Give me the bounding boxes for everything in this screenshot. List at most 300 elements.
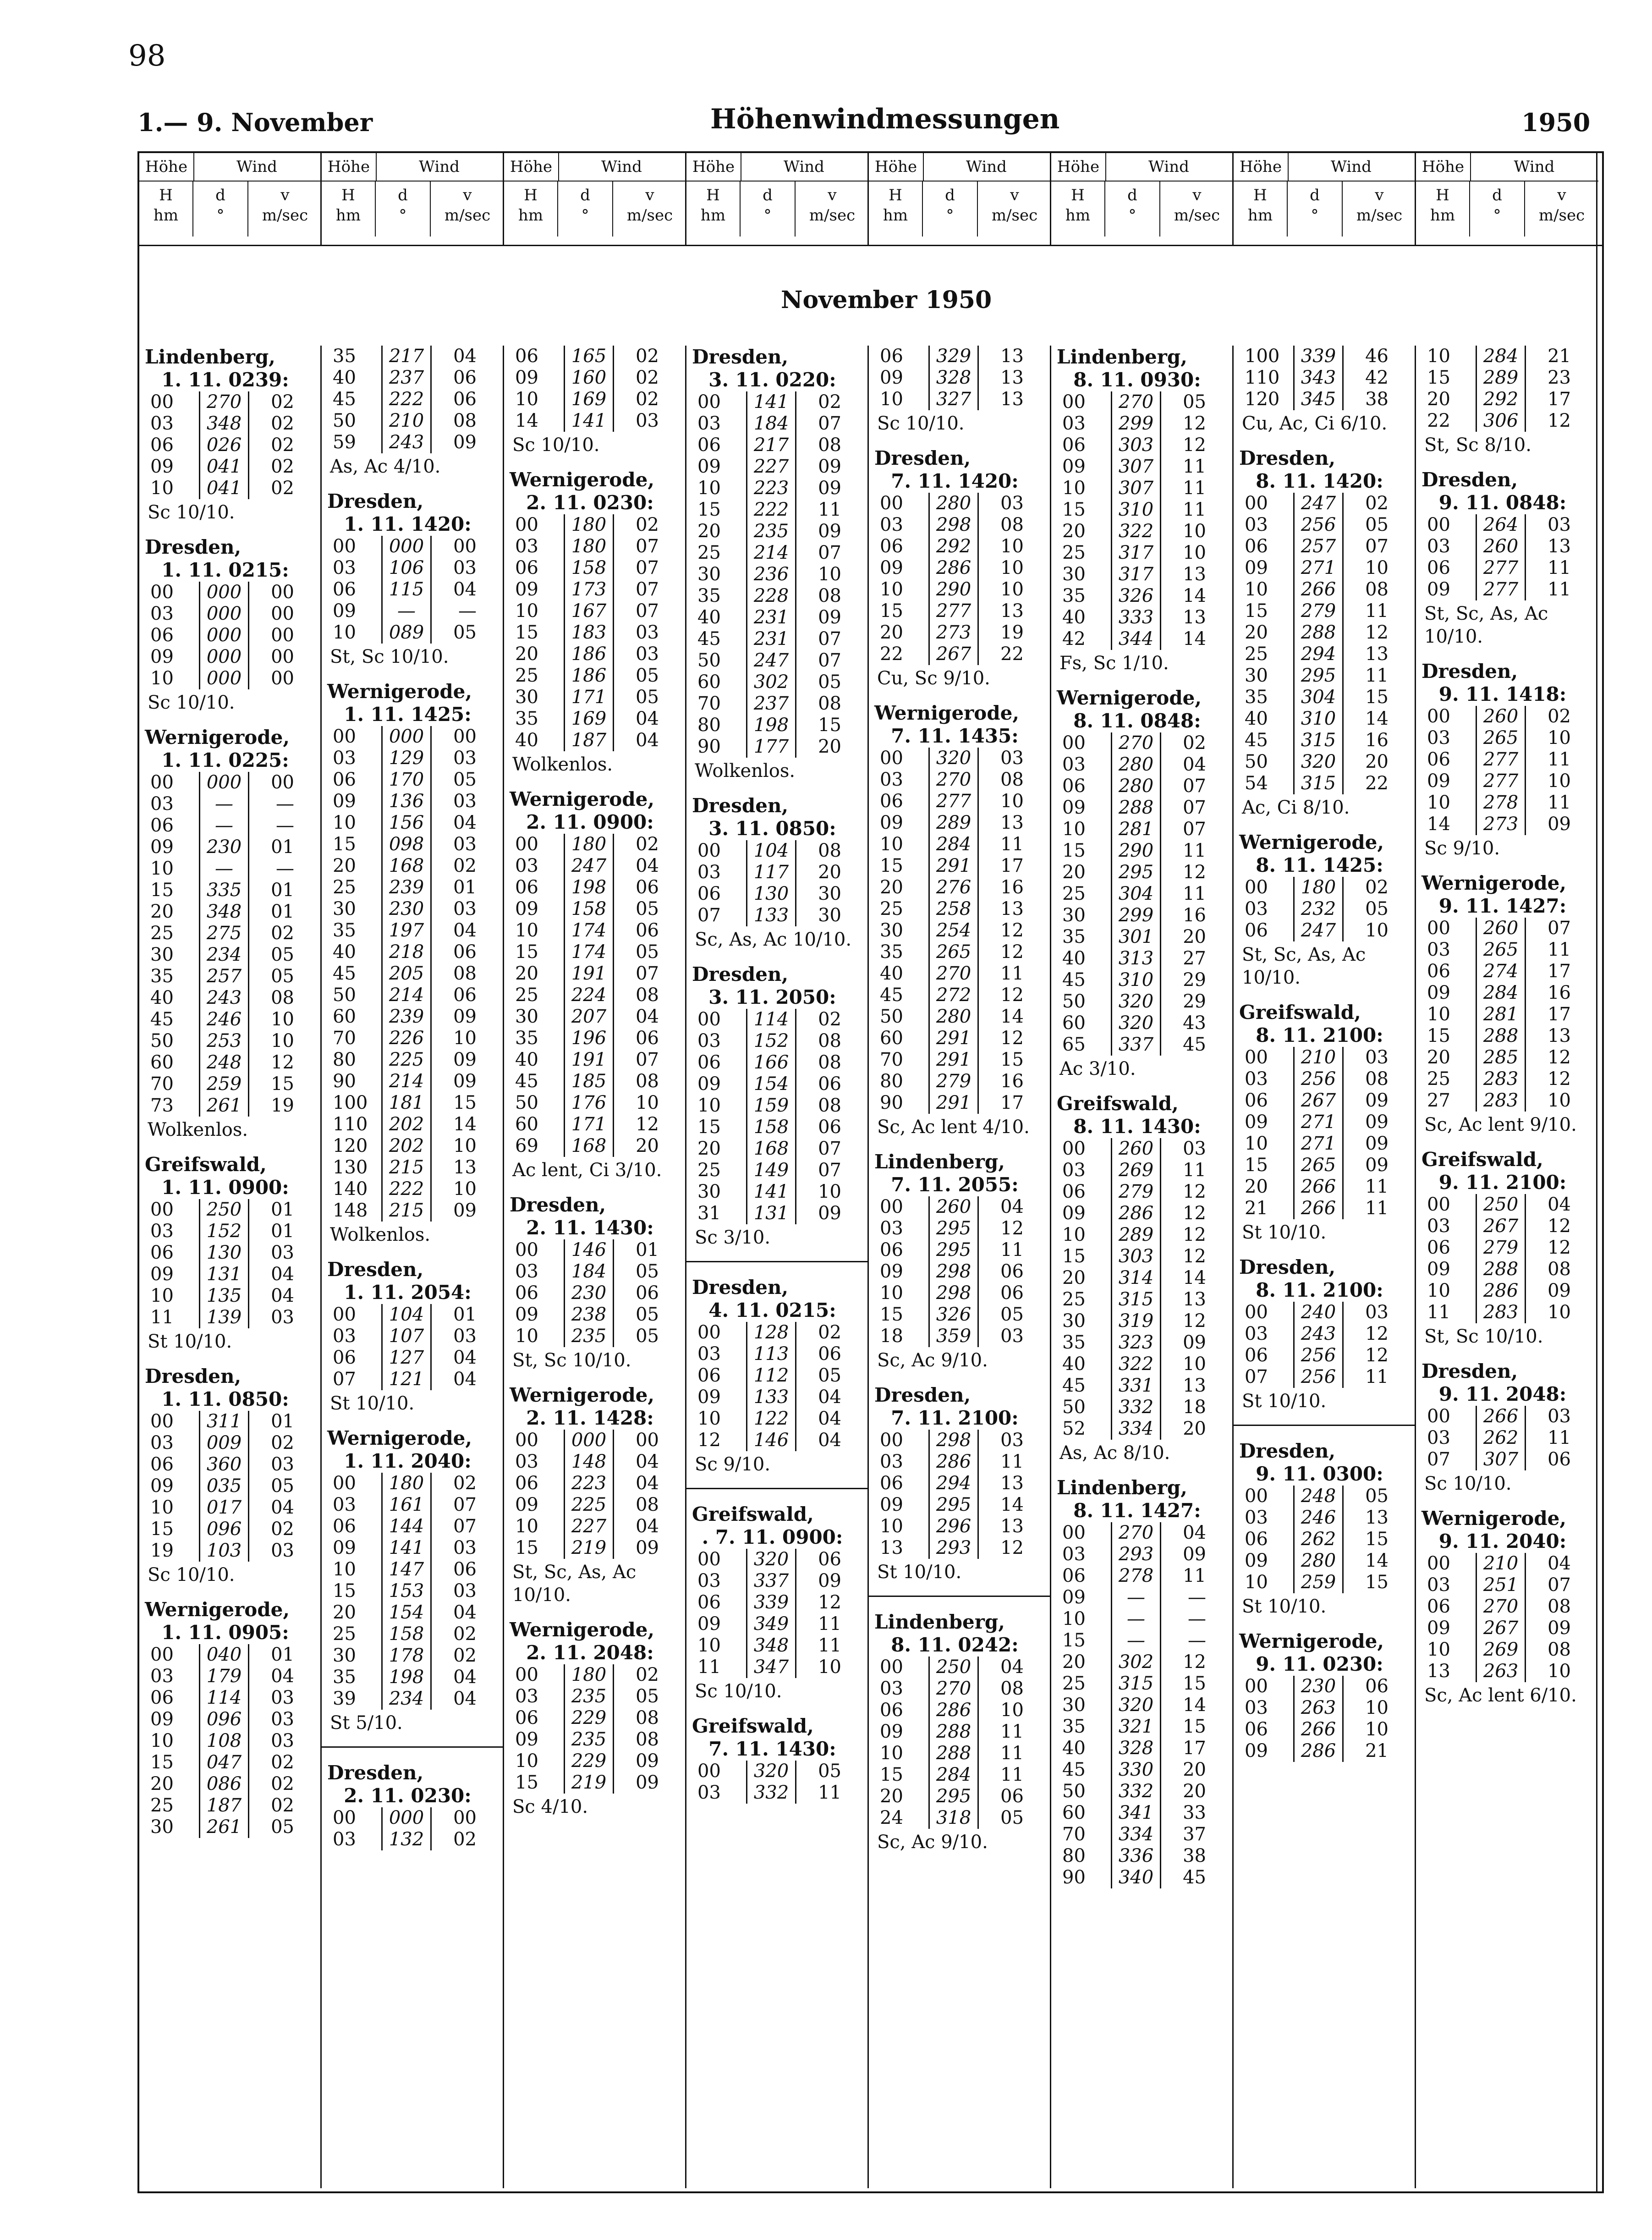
height-cell: 06 xyxy=(150,1242,174,1263)
height-cell: 00 xyxy=(333,1304,356,1325)
height-cell: 09 xyxy=(515,1304,538,1325)
height-cell: 25 xyxy=(697,1160,721,1181)
height-cell: 148 xyxy=(333,1200,368,1221)
table-row xyxy=(695,736,846,758)
speed-cell: 09 xyxy=(796,521,846,542)
direction-cell: 000 xyxy=(565,1430,614,1451)
height-cell: 10 xyxy=(150,1730,174,1751)
height-cell: 20 xyxy=(697,521,721,542)
cloud-note: Wolkenlos. xyxy=(330,1224,431,1245)
direction-cell: 141 xyxy=(382,1537,431,1559)
height-cell: 00 xyxy=(150,1644,174,1665)
table-row xyxy=(330,1494,481,1516)
direction-cell: 248 xyxy=(200,1052,249,1073)
cloud-note: St, Sc 10/10. xyxy=(512,1350,631,1371)
station-name: Dresden, xyxy=(1421,468,1518,491)
height-cell: 09 xyxy=(880,367,903,388)
direction-cell: 219 xyxy=(565,1537,614,1559)
height-cell: 00 xyxy=(697,1009,721,1030)
sounding-record xyxy=(139,726,320,1141)
table-row xyxy=(148,944,299,966)
speed-cell: 08 xyxy=(431,963,482,985)
table-row xyxy=(330,432,481,453)
table-row xyxy=(1242,665,1393,687)
direction-cell: 263 xyxy=(1294,1697,1343,1719)
sounding-record xyxy=(504,1384,685,1607)
table-row xyxy=(148,1199,299,1221)
height-cell: 03 xyxy=(697,1343,721,1365)
height-cell: 100 xyxy=(1245,346,1280,367)
speed-cell: 12 xyxy=(1526,1068,1576,1090)
station-name: Wernigerode, xyxy=(874,702,1020,724)
table-row xyxy=(877,855,1028,877)
table-row xyxy=(330,812,481,834)
speed-cell: 10 xyxy=(1161,1354,1211,1375)
height-cell: 40 xyxy=(515,730,538,751)
height-cell: 06 xyxy=(1427,1237,1450,1258)
speed-cell: 02 xyxy=(249,413,299,435)
speed-cell: 12 xyxy=(1161,1651,1211,1673)
table-row xyxy=(877,791,1028,812)
wind-table xyxy=(877,1430,1028,1559)
station-name: Dresden, xyxy=(692,963,789,985)
header-wind: Wind xyxy=(1288,153,1415,182)
table-row xyxy=(877,536,1028,557)
speed-cell: 04 xyxy=(431,812,482,834)
header-height-unit: H hm xyxy=(322,181,376,237)
direction-cell: 326 xyxy=(929,1304,978,1326)
speed-cell: 03 xyxy=(614,644,664,665)
station-name: Wernigerode, xyxy=(510,788,655,810)
speed-cell: 02 xyxy=(614,367,664,389)
height-cell: 40 xyxy=(1062,1354,1086,1375)
direction-cell: 168 xyxy=(382,855,431,877)
speed-cell: 11 xyxy=(1161,456,1211,478)
cloud-note: St, Sc, As, Ac 10/10. xyxy=(1242,944,1366,988)
table-row xyxy=(1424,1216,1575,1237)
height-cell: 30 xyxy=(515,1006,538,1027)
speed-cell: 02 xyxy=(249,923,299,944)
cloud-note: Sc 10/10. xyxy=(148,692,235,713)
direction-cell: 331 xyxy=(1112,1375,1161,1397)
height-cell: 10 xyxy=(333,812,356,833)
direction-cell: 290 xyxy=(929,579,978,600)
table-row xyxy=(148,603,299,625)
table-row xyxy=(1242,389,1393,410)
speed-cell: 04 xyxy=(978,1657,1029,1678)
speed-cell: 02 xyxy=(431,855,482,877)
speed-cell: 12 xyxy=(1161,1246,1211,1267)
direction-cell: 000 xyxy=(382,536,431,557)
station-name: Greifswald, xyxy=(1057,1092,1179,1115)
height-cell: 00 xyxy=(1427,1553,1450,1574)
height-cell: 03 xyxy=(1427,939,1450,960)
table-row xyxy=(695,905,846,926)
height-cell: 39 xyxy=(333,1688,356,1709)
cloud-note: St 10/10. xyxy=(148,1331,232,1352)
height-cell: 30 xyxy=(333,1645,356,1666)
table-row xyxy=(1242,920,1393,941)
table-row xyxy=(695,693,846,715)
direction-cell: 180 xyxy=(382,1473,431,1494)
speed-cell: 10 xyxy=(1526,1661,1576,1682)
table-row xyxy=(512,941,664,963)
cloud-note: Sc 10/10. xyxy=(148,502,235,523)
height-cell: 07 xyxy=(697,905,721,926)
height-cell: 09 xyxy=(880,1494,903,1515)
header-hoehe: Höhe xyxy=(1234,153,1289,182)
speed-cell: 07 xyxy=(614,579,664,600)
height-cell: 45 xyxy=(880,985,903,1006)
height-cell: 40 xyxy=(515,1049,538,1070)
speed-cell: 07 xyxy=(431,1494,482,1516)
direction-cell: 340 xyxy=(1112,1867,1161,1888)
station-name: Lindenberg, xyxy=(874,1611,1005,1633)
height-cell: 06 xyxy=(1427,749,1450,770)
speed-cell: 10 xyxy=(1526,1090,1576,1112)
height-cell: 60 xyxy=(880,1028,903,1049)
direction-cell: 214 xyxy=(382,985,431,1006)
direction-cell: 141 xyxy=(747,391,796,413)
speed-cell: 07 xyxy=(796,1138,846,1160)
speed-cell: 06 xyxy=(796,1343,846,1365)
station-name: Dresden, xyxy=(874,1384,971,1406)
table-row xyxy=(330,1580,481,1602)
header-wind: Wind xyxy=(923,153,1050,182)
height-cell: 45 xyxy=(333,963,356,984)
table-row xyxy=(1059,776,1211,797)
speed-cell: 08 xyxy=(614,985,664,1006)
wind-table xyxy=(695,840,846,926)
direction-cell: 225 xyxy=(382,1049,431,1071)
speed-cell: 02 xyxy=(614,346,664,367)
table-row xyxy=(148,1095,299,1117)
height-cell: 40 xyxy=(333,941,356,963)
direction-cell: 271 xyxy=(1294,1112,1343,1133)
direction-cell: 260 xyxy=(1476,536,1526,557)
direction-cell: 171 xyxy=(565,1114,614,1135)
speed-cell: 02 xyxy=(431,1624,482,1645)
table-row xyxy=(1059,1608,1211,1630)
table-row xyxy=(148,987,299,1009)
table-row xyxy=(1059,1246,1211,1267)
speed-cell: 02 xyxy=(796,391,846,413)
cloud-note: Wolkenlos. xyxy=(512,754,613,775)
height-cell: 03 xyxy=(1245,1697,1268,1718)
wind-table xyxy=(148,582,299,689)
observation-time: 8. 11. 1427: xyxy=(1073,1499,1201,1522)
height-cell: 15 xyxy=(515,622,538,643)
table-row xyxy=(877,1786,1028,1807)
height-cell: 03 xyxy=(515,855,538,876)
table-row xyxy=(148,1475,299,1497)
table-row xyxy=(330,1092,481,1114)
table-row xyxy=(695,1408,846,1430)
direction-cell: 185 xyxy=(565,1071,614,1092)
table-row xyxy=(877,1282,1028,1304)
direction-cell: 202 xyxy=(382,1135,431,1157)
direction-cell: 267 xyxy=(1294,1090,1343,1112)
speed-cell: 05 xyxy=(249,944,299,966)
table-row xyxy=(877,1239,1028,1261)
height-cell: 09 xyxy=(1427,579,1450,600)
speed-cell: 07 xyxy=(796,542,846,564)
speed-cell: 08 xyxy=(978,769,1029,791)
height-cell: 45 xyxy=(515,1071,538,1092)
speed-cell: 01 xyxy=(614,1239,664,1261)
speed-cell: 01 xyxy=(249,837,299,858)
speed-cell: 10 xyxy=(796,1181,846,1203)
sounding-record xyxy=(1416,1148,1598,1348)
direction-cell: 158 xyxy=(382,1624,431,1645)
table-row xyxy=(1059,607,1211,628)
height-cell: 03 xyxy=(1427,1427,1450,1448)
height-cell: 70 xyxy=(1062,1824,1086,1845)
observation-time: 8. 11. 1420: xyxy=(1256,470,1383,492)
wind-table xyxy=(695,1009,846,1224)
speed-cell: 10 xyxy=(978,557,1029,579)
table-row xyxy=(1059,840,1211,862)
direction-cell: 283 xyxy=(1476,1068,1526,1090)
speed-cell: 03 xyxy=(1343,1302,1394,1323)
direction-cell: 294 xyxy=(929,1473,978,1494)
table-row xyxy=(1242,1198,1393,1219)
speed-cell: 09 xyxy=(796,1203,846,1224)
speed-cell: 09 xyxy=(431,1200,482,1222)
wind-table xyxy=(1242,1302,1393,1388)
direction-cell: 262 xyxy=(1294,1529,1343,1550)
table-row xyxy=(695,413,846,435)
height-cell: 09 xyxy=(515,898,538,919)
table-row xyxy=(330,1473,481,1494)
direction-cell: 322 xyxy=(1112,1354,1161,1375)
speed-cell: 05 xyxy=(1343,898,1394,920)
direction-cell: 277 xyxy=(1476,771,1526,792)
direction-cell: 256 xyxy=(1294,1366,1343,1388)
table-row xyxy=(512,855,664,877)
direction-cell: 286 xyxy=(929,1700,978,1721)
height-cell: 03 xyxy=(697,1570,721,1591)
height-cell: 09 xyxy=(150,1709,174,1730)
direction-cell: 337 xyxy=(1112,1034,1161,1056)
speed-cell: 14 xyxy=(1343,708,1394,730)
table-row xyxy=(877,1326,1028,1347)
wind-table xyxy=(1242,493,1393,794)
height-cell: 15 xyxy=(150,880,174,901)
speed-cell: 02 xyxy=(249,435,299,456)
direction-cell: 169 xyxy=(565,708,614,730)
table-row xyxy=(1242,1047,1393,1068)
station-name: Dresden, xyxy=(145,1365,241,1387)
height-cell: 110 xyxy=(1245,367,1280,388)
height-cell: 35 xyxy=(1245,687,1268,708)
height-cell: 09 xyxy=(1062,456,1086,477)
table-row xyxy=(877,1092,1028,1114)
speed-cell: 15 xyxy=(431,1092,482,1114)
table-row xyxy=(877,493,1028,514)
header-height-unit: H hm xyxy=(1416,181,1470,237)
speed-cell: 29 xyxy=(1161,991,1211,1013)
table-row xyxy=(877,963,1028,985)
speed-cell: 11 xyxy=(1526,749,1576,771)
direction-cell: 294 xyxy=(1294,644,1343,665)
table-row xyxy=(148,646,299,668)
header-direction-unit: d ° xyxy=(1470,181,1525,237)
table-row xyxy=(695,1343,846,1365)
station-name: Dresden, xyxy=(1421,1360,1518,1382)
height-cell: 03 xyxy=(150,1666,174,1687)
height-cell: 15 xyxy=(1245,600,1268,622)
speed-cell: 02 xyxy=(1343,493,1394,514)
speed-cell: 09 xyxy=(1526,1280,1576,1302)
height-cell: 45 xyxy=(1062,1375,1086,1396)
direction-cell: 320 xyxy=(1112,1695,1161,1716)
height-cell: 03 xyxy=(333,1326,356,1347)
speed-cell: 03 xyxy=(978,493,1029,514)
height-cell: 09 xyxy=(150,456,174,477)
direction-cell: 344 xyxy=(1112,628,1161,650)
cloud-note: St 10/10. xyxy=(1242,1596,1327,1617)
direction-cell: 177 xyxy=(747,736,796,758)
table-row xyxy=(1242,1740,1393,1762)
speed-cell: 07 xyxy=(1343,536,1394,557)
table-row xyxy=(1242,1176,1393,1198)
sounding-record xyxy=(869,346,1050,435)
direction-cell: 000 xyxy=(382,726,431,748)
direction-cell: 187 xyxy=(200,1795,249,1816)
height-cell: 50 xyxy=(880,1006,903,1027)
height-cell: 22 xyxy=(880,644,903,665)
height-cell: 80 xyxy=(333,1049,356,1070)
table-row xyxy=(330,1645,481,1667)
direction-cell: 348 xyxy=(200,413,249,435)
height-cell: 07 xyxy=(1245,1366,1268,1387)
speed-cell: — xyxy=(249,815,299,837)
table-row xyxy=(877,579,1028,600)
observation-time: 1. 11. 1425: xyxy=(344,703,472,726)
height-cell: 06 xyxy=(333,769,356,790)
speed-cell: 12 xyxy=(1526,1216,1576,1237)
speed-cell: 10 xyxy=(978,791,1029,812)
table-row xyxy=(1059,521,1211,542)
direction-cell: 131 xyxy=(747,1203,796,1224)
speed-cell: 03 xyxy=(249,1540,299,1562)
speed-cell: 30 xyxy=(796,883,846,905)
direction-cell: 000 xyxy=(200,646,249,668)
direction-cell: 271 xyxy=(1294,1133,1343,1155)
table-row xyxy=(1424,1090,1575,1112)
sounding-record xyxy=(686,1715,867,1804)
direction-cell: 347 xyxy=(747,1657,796,1678)
height-cell: 20 xyxy=(515,644,538,665)
sounding-record xyxy=(139,1153,320,1353)
speed-cell: 09 xyxy=(796,607,846,628)
speed-cell: 09 xyxy=(796,478,846,499)
height-cell: 03 xyxy=(150,603,174,624)
direction-cell: 179 xyxy=(200,1666,249,1687)
speed-cell: 10 xyxy=(796,1657,846,1678)
direction-cell: 334 xyxy=(1112,1824,1161,1845)
table-row xyxy=(877,1071,1028,1092)
wind-table xyxy=(330,346,481,453)
table-row xyxy=(695,499,846,521)
height-cell: 09 xyxy=(150,646,174,667)
height-cell: 30 xyxy=(1062,1695,1086,1716)
table-row xyxy=(695,1203,846,1224)
direction-cell: 284 xyxy=(1476,346,1526,367)
height-cell: 00 xyxy=(1245,1302,1268,1323)
table-row xyxy=(877,1657,1028,1678)
speed-cell: 06 xyxy=(614,1282,664,1304)
observation-time: 9. 11. 0300: xyxy=(1256,1463,1383,1485)
height-cell: 20 xyxy=(697,1138,721,1159)
speed-cell: 03 xyxy=(1161,1138,1211,1160)
speed-cell: 20 xyxy=(1161,1418,1211,1440)
height-cell: 06 xyxy=(1427,557,1450,578)
table-row xyxy=(148,1432,299,1454)
height-cell: 15 xyxy=(1062,840,1086,861)
speed-cell: 04 xyxy=(431,1667,482,1688)
station-name: Greifswald, xyxy=(145,1153,267,1176)
table-row xyxy=(1059,1867,1211,1888)
height-cell: 09 xyxy=(1245,1112,1268,1133)
speed-cell: 09 xyxy=(1161,1332,1211,1354)
height-cell: 00 xyxy=(333,536,356,557)
table-row xyxy=(877,1028,1028,1049)
table-row xyxy=(148,1052,299,1073)
height-cell: 25 xyxy=(150,923,174,944)
height-cell: 03 xyxy=(333,1494,356,1515)
table-row xyxy=(877,1764,1028,1786)
speed-cell: 00 xyxy=(249,772,299,793)
direction-cell: 178 xyxy=(382,1645,431,1667)
height-cell: 90 xyxy=(333,1071,356,1092)
sounding-record xyxy=(686,346,867,782)
height-cell: 09 xyxy=(515,579,538,600)
table-row xyxy=(877,1304,1028,1326)
speed-cell: 10 xyxy=(1526,771,1576,792)
height-cell: 06 xyxy=(150,1454,174,1475)
speed-cell: 09 xyxy=(614,1537,664,1559)
sounding-record xyxy=(1051,346,1232,675)
speed-cell: 08 xyxy=(1343,579,1394,600)
direction-cell: 159 xyxy=(747,1095,796,1117)
speed-cell: 05 xyxy=(796,1365,846,1387)
speed-cell: 12 xyxy=(1161,435,1211,456)
cloud-note: St 5/10. xyxy=(330,1712,403,1734)
speed-cell: 12 xyxy=(249,1052,299,1073)
speed-cell: 09 xyxy=(796,456,846,478)
height-cell: 00 xyxy=(1245,493,1268,514)
cloud-note: As, Ac 8/10. xyxy=(1059,1442,1170,1464)
table-row xyxy=(330,536,481,557)
height-cell: 45 xyxy=(1062,1759,1086,1780)
table-row xyxy=(1424,939,1575,961)
table-row xyxy=(1059,1802,1211,1824)
table-row xyxy=(695,1052,846,1073)
table-row xyxy=(1242,579,1393,600)
table-row xyxy=(877,1700,1028,1721)
data-column xyxy=(1051,346,1234,2188)
station-name: Dresden, xyxy=(692,794,789,817)
speed-cell: 11 xyxy=(1161,499,1211,521)
height-cell: 15 xyxy=(150,1519,174,1540)
height-cell: 06 xyxy=(1245,1719,1268,1740)
speed-cell: 19 xyxy=(978,622,1029,644)
direction-cell: 265 xyxy=(929,941,978,963)
direction-cell: 243 xyxy=(382,432,431,453)
speed-cell: 08 xyxy=(1526,1639,1576,1661)
